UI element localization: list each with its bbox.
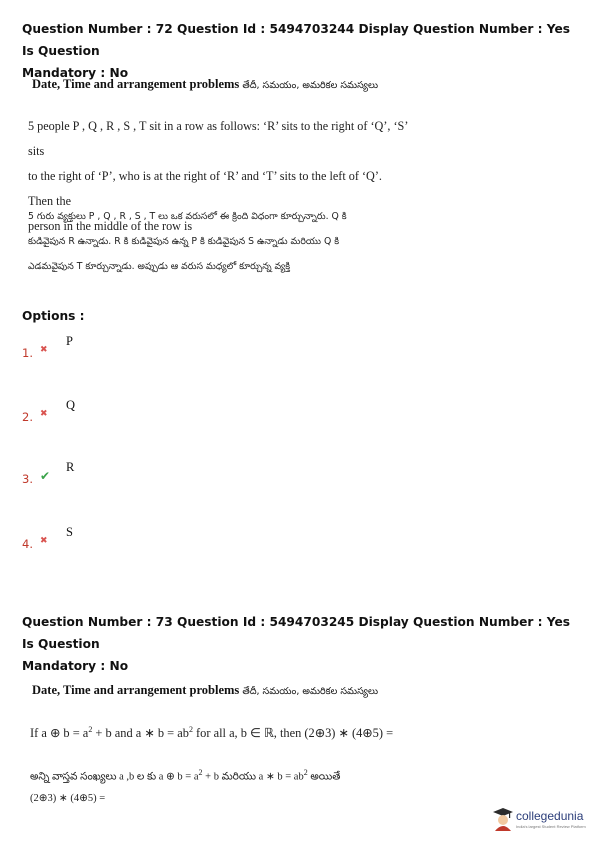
options-label: Options : [22, 309, 85, 323]
cross-icon: ✖ [40, 536, 48, 546]
question-header-line1: Question Number : 73 Question Id : 5494703245 Display Question Number : Yes Is Question [22, 615, 571, 651]
question-header-line2: Mandatory : No [22, 66, 129, 80]
option-number: 3. [22, 472, 33, 486]
question-text-line: కుడివైపున R ఉన్నాడు. R కి కుడివైపున ఉన్న P కి కుడివైపున S ఉన్నాడు మరియు Q కి [28, 236, 340, 247]
question-text-line: 5 గురు వ్యక్తులు P , Q , R , S , T లు ఒక వరుసలో ఈ క్రింది విధంగా కూర్చున్నారు. Q కి [28, 211, 347, 222]
question-text-line: person in the middle of the row is [28, 219, 193, 233]
option-1[interactable] [22, 334, 222, 362]
option-number: 2. [22, 410, 33, 424]
cross-icon: ✖ [40, 345, 48, 355]
question-header-line1: Question Number : 72 Question Id : 5494703244 Display Question Number : Yes Is Question [22, 22, 571, 58]
question-header [22, 611, 582, 677]
question-header [22, 18, 582, 84]
question-math-te: అన్ని వాస్తవ సంఖ్యలు a ,b ల కు a ⊕ $b = a^2 + b$ మరియు a ∗ $b = ab^2$ అయితే [30, 768, 341, 783]
option-2[interactable] [22, 398, 222, 426]
cross-icon: ✖ [40, 409, 48, 419]
question-text-line: to the right of ‘P’, who is at the right of ‘R’ and ‘T’ sits to the left of ‘Q’. Then the [28, 169, 382, 208]
brand-name: collegedunia [516, 809, 584, 823]
question-topic [32, 77, 378, 93]
topic-en: Date, Time and arrangement problems [32, 77, 240, 91]
graduate-icon [492, 807, 514, 831]
question-math-te-line2: (2⊕3) ∗ (4⊕5) = [30, 793, 106, 804]
question-text-te [28, 204, 418, 279]
question-text-line: 5 people P , Q , R , S , T sit in a row as follows: ‘R’ sits to the right of ‘Q’, ‘S’ sits [28, 119, 408, 158]
option-text: R [66, 460, 75, 474]
topic-en: Date, Time and arrangement problems [32, 683, 240, 697]
option-text: S [66, 525, 73, 539]
option-4[interactable] [22, 525, 222, 553]
option-3[interactable] [22, 460, 222, 488]
check-icon: ✔ [40, 469, 51, 483]
option-number: 4. [22, 537, 33, 551]
question-topic [32, 683, 378, 699]
option-text: P [66, 334, 73, 348]
brand-tagline: India's largest Student Review Platform [516, 824, 586, 829]
collegedunia-logo [492, 807, 587, 833]
topic-te: తేదీ, సమయం, అమరికల సమస్యలు [242, 686, 379, 697]
option-number: 1. [22, 346, 33, 360]
topic-te: తేదీ, సమయం, అమరికల సమస్యలు [242, 80, 379, 91]
question-text-line: ఎడమవైపున T కూర్చున్నాడు. అప్పుడు ఆ వరుస మధ్యలో కూర్చున్న వ్యక్తి [28, 261, 291, 272]
question-header-line2: Mandatory : No [22, 659, 129, 673]
option-text: Q [66, 398, 76, 412]
question-math-en: If a ⊕ $b = a^2 + b$ and a ∗ $b = ab^2$ for all a, b ∈ ℝ, then (2⊕3) ∗ (4⊕5) = [30, 725, 394, 741]
